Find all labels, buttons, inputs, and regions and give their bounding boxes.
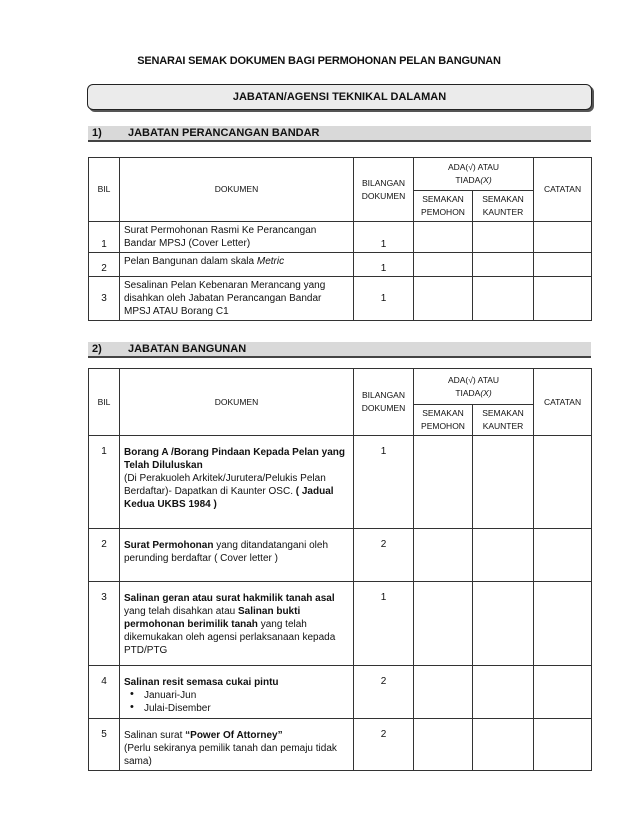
col-bilangan-line2: DOKUMEN — [361, 190, 406, 201]
row-check-pemohon[interactable] — [414, 253, 473, 277]
row-check-kaunter[interactable] — [473, 666, 534, 719]
col-semakan-kaunter-line1: SEMAKAN — [482, 194, 524, 204]
row-check-kaunter[interactable] — [473, 436, 534, 529]
list-item: • Julai-Disember — [124, 702, 349, 715]
section-2-header — [88, 342, 591, 358]
col-ada-tiada — [414, 158, 534, 191]
col-semakan-kaunter — [473, 191, 534, 222]
row-check-kaunter[interactable] — [473, 582, 534, 666]
row-catatan[interactable] — [534, 666, 592, 719]
col-bilangan-line1: BILANGAN — [362, 390, 405, 400]
row-check-kaunter[interactable] — [473, 719, 534, 771]
table-row — [89, 253, 592, 277]
col-bilangan-line2: DOKUMEN — [361, 403, 406, 413]
col-ada-line1: ADA(√) ATAU — [447, 374, 500, 385]
row-count: 2 — [354, 666, 414, 719]
row-document — [120, 666, 354, 719]
row-bil: 3 — [89, 582, 120, 666]
row-check-kaunter[interactable] — [473, 277, 534, 321]
col-catatan: CATATAN — [534, 158, 592, 222]
row-check-kaunter[interactable] — [473, 529, 534, 582]
row-check-pemohon[interactable] — [414, 222, 473, 253]
row-catatan[interactable] — [534, 222, 592, 253]
row-document-text: yang telah disahkan atau — [124, 606, 238, 617]
col-bil: BIL — [89, 158, 120, 222]
col-bilangan — [354, 369, 414, 436]
row-check-pemohon[interactable] — [414, 529, 473, 582]
row-document-text2: yang telah dikemukakan oleh agensi perlaksanaan kepada PTD/PTG — [124, 619, 336, 656]
row-document-list — [124, 689, 349, 715]
row-bil: 4 — [89, 666, 120, 719]
row-document — [120, 253, 354, 277]
table-row — [89, 582, 592, 666]
row-catatan[interactable] — [534, 529, 592, 582]
row-check-pemohon[interactable] — [414, 719, 473, 771]
row-check-pemohon[interactable] — [414, 666, 473, 719]
row-count: 1 — [354, 253, 414, 277]
col-semakan-pemohon-line1: SEMAKAN — [422, 408, 464, 418]
row-count: 1 — [354, 436, 414, 529]
row-document-text2: (Perlu sekiranya pemilik tanah dan pemaju tidak sama) — [124, 743, 337, 767]
page-title: SENARAI SEMAK DOKUMEN BAGI PERMOHONAN PELAN BANGUNAN — [137, 55, 501, 67]
section-1-header — [88, 126, 591, 142]
col-semakan-kaunter — [473, 405, 534, 436]
col-semakan-pemohon — [414, 405, 473, 436]
row-bil: 1 — [89, 436, 120, 529]
row-document-bold2: ( Jadual Kedua UKBS 1984 ) — [124, 486, 334, 510]
col-semakan-pemohon-line2: PEMOHON — [421, 421, 465, 431]
col-ada-line2: TIADA — [455, 387, 481, 398]
table-row — [89, 529, 592, 582]
col-bilangan-line1: BILANGAN — [362, 177, 405, 188]
row-count: 1 — [354, 222, 414, 253]
col-semakan-pemohon-line1: SEMAKAN — [422, 194, 464, 204]
table-row — [89, 277, 592, 321]
row-document — [120, 719, 354, 771]
row-document-bold: Salinan resit semasa cukai pintu — [124, 677, 279, 688]
col-ada-x: (X) — [480, 175, 492, 185]
row-check-pemohon[interactable] — [414, 436, 473, 529]
row-document-bold: Salinan geran atau surat hakmilik tanah asal — [124, 593, 335, 604]
section-2-table — [88, 368, 592, 771]
col-semakan-pemohon-line2: PEMOHON — [421, 207, 465, 217]
row-document — [120, 529, 354, 582]
row-document-bold: Surat Permohonan — [124, 540, 214, 551]
col-catatan: CATATAN — [534, 369, 592, 436]
col-dokumen: DOKUMEN — [120, 369, 354, 436]
section-2-number: 2) — [92, 343, 102, 355]
row-document: Sesalinan Pelan Kebenaran Merancang yang disahkan oleh Jabatan Perancangan Bandar MPSJ ATAU Borang C1 — [120, 277, 354, 321]
row-document — [120, 436, 354, 529]
row-check-kaunter[interactable] — [473, 222, 534, 253]
table-row — [89, 436, 592, 529]
row-catatan[interactable] — [534, 582, 592, 666]
col-bilangan — [354, 158, 414, 222]
row-bil: 2 — [89, 253, 120, 277]
col-semakan-kaunter-line2: KAUNTER — [482, 421, 524, 431]
row-check-pemohon[interactable] — [414, 277, 473, 321]
col-semakan-kaunter-line2: KAUNTER — [482, 207, 524, 217]
row-catatan[interactable] — [534, 719, 592, 771]
row-document-text: yang ditandatangani oleh perunding berdaftar ( Cover letter ) — [124, 540, 329, 564]
row-document-text: Salinan surat — [124, 730, 186, 741]
section-2-title: JABATAN BANGUNAN — [128, 343, 247, 355]
col-ada-tiada — [414, 369, 534, 405]
table-row — [89, 666, 592, 719]
section-1-title: JABATAN PERANCANGAN BANDAR — [128, 127, 320, 139]
row-document-text: Pelan Bangunan dalam skala — [124, 256, 257, 267]
row-bil: 5 — [89, 719, 120, 771]
table-row — [89, 719, 592, 771]
row-document-text: (Di Perakuoleh Arkitek/Jurutera/Pelukis Pelan Berdaftar)- Dapatkan di Kaunter OSC. — [124, 473, 326, 497]
row-catatan[interactable] — [534, 253, 592, 277]
row-catatan[interactable] — [534, 436, 592, 529]
section-1-table — [88, 157, 592, 321]
row-document-bold: Borang A /Borang Pindaan Kepada Pelan yang Telah Diluluskan — [124, 447, 345, 471]
col-ada-line1: ADA(√) ATAU — [447, 162, 500, 172]
col-ada-x: (X) — [480, 387, 492, 398]
list-item: • Januari-Jun — [124, 689, 349, 702]
row-check-pemohon[interactable] — [414, 582, 473, 666]
row-count: 1 — [354, 582, 414, 666]
row-bil: 1 — [89, 222, 120, 253]
col-dokumen: DOKUMEN — [120, 158, 354, 222]
col-semakan-kaunter-line1: SEMAKAN — [482, 408, 524, 418]
row-bil: 2 — [89, 529, 120, 582]
col-bil: BIL — [89, 369, 120, 436]
row-document-bold: “Power Of Attorney” — [185, 730, 283, 741]
row-count: 1 — [354, 277, 414, 321]
row-document: Surat Permohonan Rasmi Ke Perancangan Bandar MPSJ (Cover Letter) — [120, 222, 354, 253]
row-document-italic: Metric — [256, 256, 285, 267]
section-1-number: 1) — [92, 127, 102, 139]
row-catatan[interactable] — [534, 277, 592, 321]
row-check-kaunter[interactable] — [473, 253, 534, 277]
table-row — [89, 222, 592, 253]
row-bil: 3 — [89, 277, 120, 321]
agency-header: JABATAN/AGENSI TEKNIKAL DALAMAN — [87, 84, 592, 110]
col-ada-line2: TIADA — [455, 175, 481, 185]
row-count: 2 — [354, 529, 414, 582]
row-document-bold2: Salinan bukti permohonan berimilik tanah — [124, 606, 301, 630]
row-document — [120, 582, 354, 666]
row-count: 2 — [354, 719, 414, 771]
col-semakan-pemohon — [414, 191, 473, 222]
